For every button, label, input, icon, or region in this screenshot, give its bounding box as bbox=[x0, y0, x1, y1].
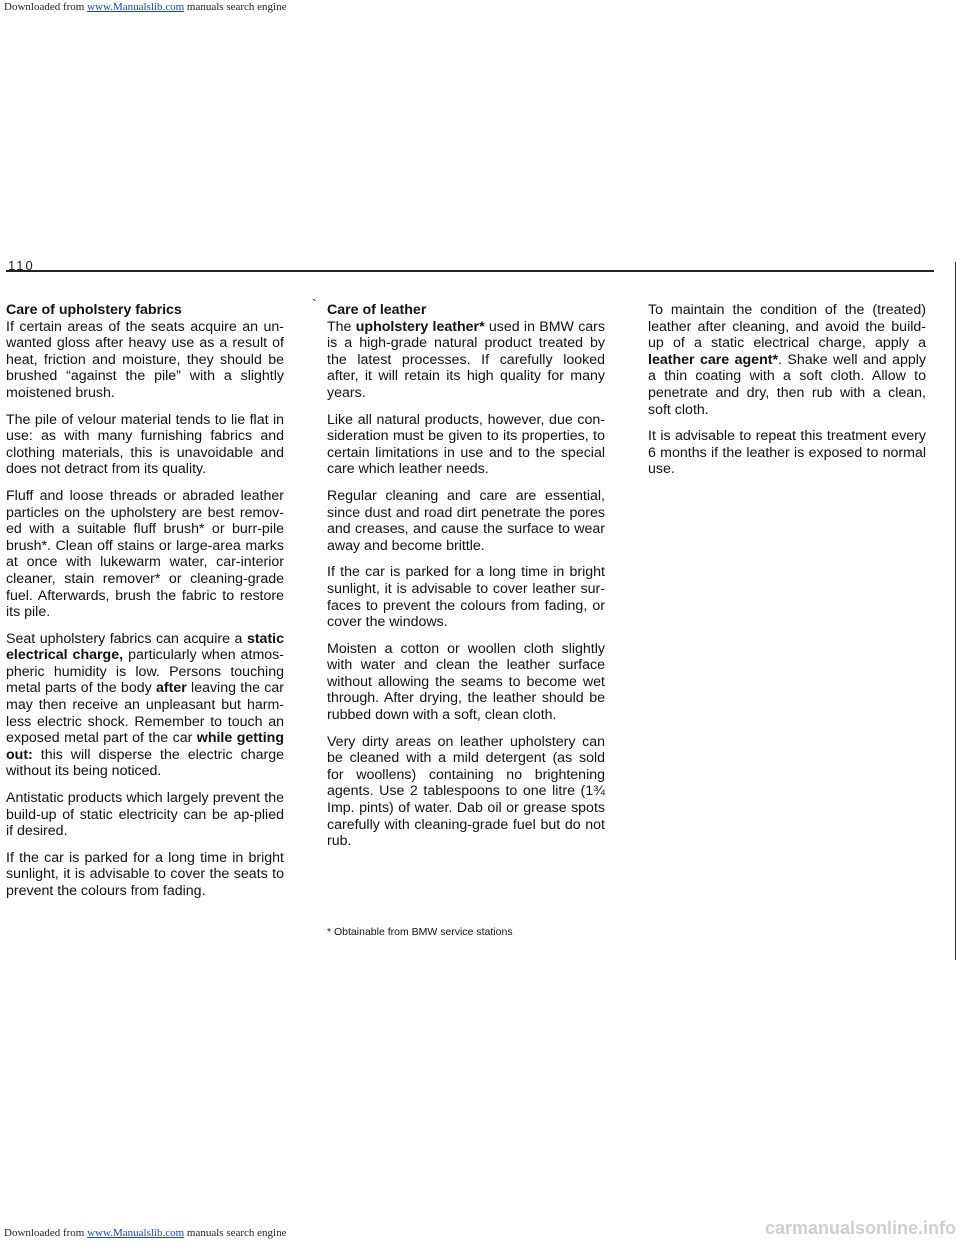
banner-prefix: Downloaded from bbox=[4, 1227, 88, 1239]
paragraph: Fluff and loose threads or abraded leather particles on the upholstery are best remov-ed with a suitable fluff brush* or burr-pile brush*. Clean off stains or large-area marks at once with lukewarm water, car-interior cleaner, stain remover* or cleaning-grade fuel. Afterwards, brush the fabric to restore its pile. bbox=[6, 487, 284, 621]
banner-suffix: manuals search engine bbox=[184, 1227, 287, 1239]
top-download-banner bbox=[4, 1, 286, 13]
paragraph: Antistatic products which largely prevent the build-up of static electricity can be ap-plied if desired. bbox=[6, 790, 284, 840]
watermark: carmanualsonline.info bbox=[764, 1218, 956, 1238]
heading-upholstery-fabrics: Care of upholstery fabrics bbox=[6, 302, 182, 318]
column-upholstery-fabrics bbox=[6, 302, 284, 910]
paragraph: Moisten a cotton or woollen cloth slightly with water and clean the leather surface without allowing the seams to become wet through. After drying, the leather should be rubbed down with a soft, clean cloth. bbox=[327, 640, 605, 724]
bold-run: static electrical charge, bbox=[6, 630, 284, 664]
text-run: . Shake well and apply a thin coating with a soft cloth. Allow to penetrate and dry, then rub with a clean, soft cloth. bbox=[648, 351, 926, 418]
text-run: leaving the car may then receive an unpleasant but harm-less electric shock. Remember to touch an exposed metal part of the car bbox=[6, 680, 284, 747]
banner-suffix: manuals search engine bbox=[184, 1, 287, 13]
paragraph: Very dirty areas on leather upholstery can be cleaned with a mild detergent (as sold for woollens) containing no brightening agents. Use 2 tablespoons to one litre (1¾ Imp. pints) of water. Dab oil or grease spots carefully with cleaning-grade fuel but do not rub. bbox=[327, 733, 605, 850]
paragraph-leather-care-agent bbox=[648, 302, 926, 418]
manualslib-link[interactable]: www.Manualslib.com bbox=[87, 1, 185, 13]
paragraph: Regular cleaning and care are essential, since dust and road dirt penetrate the pores and creases, and cause the surface to wear away and become brittle. bbox=[327, 487, 605, 554]
margin-rule bbox=[955, 262, 956, 960]
paragraph: If the car is parked for a long time in bright sunlight, it is advisable to cover leather sur-faces to prevent the colours from fading, or cover the windows. bbox=[327, 564, 605, 631]
paragraph-static-charge bbox=[6, 631, 284, 780]
bold-run: upholstery leather* bbox=[355, 318, 485, 335]
header-rule bbox=[6, 270, 934, 272]
banner-prefix: Downloaded from bbox=[4, 1, 88, 13]
text-run: To maintain the condition of the (treated) leather after cleaning, and avoid the build-up of a static electrical charge, apply a bbox=[648, 302, 926, 352]
bold-run: leather care agent* bbox=[648, 351, 778, 368]
bold-run: while getting out: bbox=[6, 730, 284, 763]
text-run: used in BMW cars is a high-grade natural product treated by the latest processes. If carefully looked after, it will retain its high quality for many years. bbox=[327, 318, 605, 401]
heading-care-of-leather: Care of leather bbox=[327, 302, 427, 318]
footnote: * Obtainable from BMW service stations bbox=[327, 926, 513, 938]
bold-run: after bbox=[155, 680, 187, 697]
text-run: The bbox=[327, 318, 356, 335]
paragraph: The pile of velour material tends to lie flat in use: as with many furnishing fabrics and clothing materials, this is unavoidable and does not detract from its quality. bbox=[6, 411, 284, 478]
paragraph: If the car is parked for a long time in bright sunlight, it is advisable to cover the seats to prevent the colours from fading. bbox=[6, 849, 284, 899]
manualslib-link[interactable]: www.Manualslib.com bbox=[87, 1227, 185, 1239]
text-run: Seat upholstery fabrics can acquire a bbox=[6, 630, 247, 647]
text-run: particularly when atmos-pheric humidity is low. Persons touching metal parts of the body bbox=[6, 647, 284, 697]
paragraph: If certain areas of the seats acquire an un-wanted gloss after heavy use as a result of heat, friction and moisture, they should be brushed “against the pile” with a slightly moistened brush. bbox=[6, 318, 284, 401]
bottom-download-banner bbox=[4, 1227, 286, 1239]
paragraph-upholstery-leather bbox=[327, 319, 605, 402]
text-run: this will disperse the electric charge without its being noticed. bbox=[6, 746, 284, 780]
stray-mark: ` bbox=[312, 296, 317, 312]
column-leather-care bbox=[312, 296, 605, 860]
paragraph: Like all natural products, however, due con-sideration must be given to its properties, to certain limitations in use and to the special care which leather needs. bbox=[327, 411, 605, 478]
page-number: 110 bbox=[8, 258, 35, 273]
paragraph: It is advisable to repeat this treatment every 6 months if the leather is exposed to normal use. bbox=[648, 428, 926, 478]
column-leather-care-agent bbox=[648, 302, 926, 488]
